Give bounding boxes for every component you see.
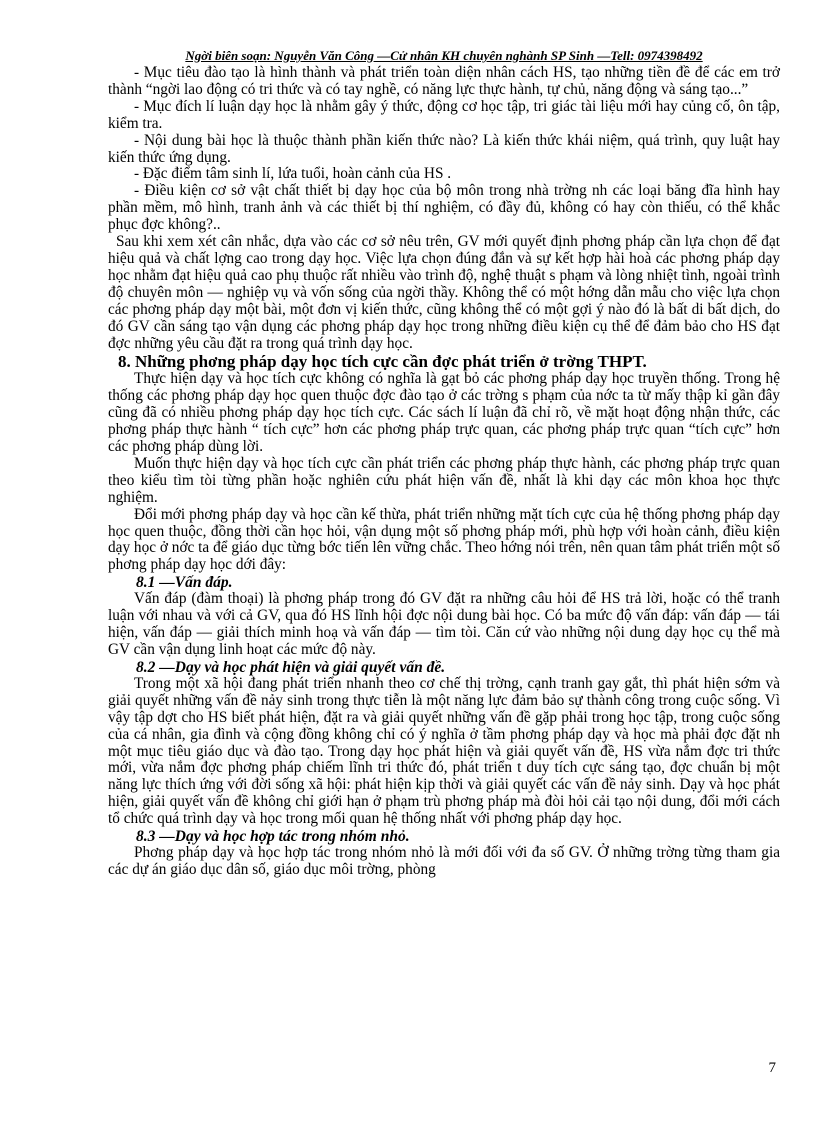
page-number: 7	[768, 1060, 776, 1076]
paragraph: Phơng pháp dạy và học hợp tác trong nhóm nhỏ là mới đối với đa số GV. Ở những trờng từng tham gia các dự án giáo dục dân số, giáo dục môi trờng, phòng	[108, 844, 780, 878]
paragraph: Muốn thực hiện dạy và học tích cực cần phát triển các phơng pháp thực hành, các phơng pháp trực quan theo kiểu tìm tòi từng phần hoặc nghiên cứu phát hiện vấn đề, nhất là khi dạy các môn khoa học thực nghiệm.	[108, 454, 780, 506]
paragraph: - Điều kiện cơ sở vật chất thiết bị dạy học của bộ môn trong nhà trờng nh các loại băng đĩa hình hay phần mềm, mô hình, tranh ảnh và các thiết bị thí nghiệm, có đầy đủ, không có hay còn thiếu, có thể khắc phục đợc không?..	[108, 182, 780, 234]
paragraph: Trong một xã hội đang phát triển nhanh theo cơ chế thị trờng, cạnh tranh gay gắt, thì phát hiện sớm và giải quyết những vấn đề nảy sinh trong thực tiễn là một năng lực đảm bảo sự thành công trong cuộc sống. Vì vậy tập dợt cho HS biết phát hiện, đặt ra và giải quyết những vấn đề gặp phải trong học tập, trong cuộc sống của cá nhân, gia đình và cộng đồng không chỉ có ý nghĩa ở tầm phơng pháp dạy và học mà phải đợc đặt nh một mục tiêu giáo dục và đào tạo. Trong dạy học phát hiện và giải quyết vấn đề, HS vừa nắm đợc tri thức mới, vừa nắm đợc phơng pháp chiếm lĩnh tri thức đó, phát triển t duy tích cực sáng tạo, đợc chuẩn bị một năng lực thích ứng với đời sống xã hội: phát hiện kịp thời và giải quyết các vấn đề nảy sinh. Dạy và học phát hiện, giải quyết vấn đề không chỉ giới hạn ở phạm trù phơng pháp mà đòi hỏi cải tạo nội dung, đổi mới cách tổ chức quá trình dạy và học trong mối quan hệ thống nhất với phơng pháp dạy học.	[108, 674, 780, 828]
paragraph: - Nội dung bài học là thuộc thành phần kiến thức nào? Là kiến thức khái niệm, quá trình, quy luật hay kiến thức ứng dụng.	[108, 131, 780, 166]
paragraph: Sau khi xem xét cân nhắc, dựa vào các cơ sở nêu trên, GV mới quyết định phơng pháp cần lựa chọn để đạt hiệu quả và chất lợng cao trong dạy học. Việc lựa chọn đúng đắn và sự kết hợp hài hoà các phơng pháp dạy học nhằm đạt hiệu quả cao phụ thuộc rất nhiều vào trình độ, nghệ thuật s phạm và lòng nhiệt tình, ngoài trình độ chuyên môn — nghiệp vụ và vốn sống của ngời thầy. Không thể có một hớng dẫn mẫu cho việc lựa chọn các phơng pháp dạy một bài, một đơn vị kiến thức, cũng không thể có một gợi ý nào đó là bất di bất dịch, do đó GV cần sáng tạo vận dụng các phơng pháp dạy học trong những điều kiện cụ thể để đảm bảo cho HS đạt đợc những yêu cầu đặt ra trong quá trình dạy học.	[108, 233, 780, 352]
paragraph: Đổi mới phơng pháp dạy và học cần kế thừa, phát triển những mặt tích cực của hệ thống phơng pháp dạy học quen thuộc, đồng thời cần học hỏi, vận dụng một số phơng pháp mới, phù hợp với hoàn cảnh, điều kiện dạy học ở nớc ta để giáo dục từng bớc tiến lên vững chắc. Theo hớng nói trên, nên quan tâm phát triển một số phơng pháp dạy học dới đây:	[108, 505, 780, 574]
paragraph: Thực hiện dạy và học tích cực không có nghĩa là gạt bỏ các phơng pháp dạy học truyền thống. Trong hệ thống các phơng pháp dạy học quen thuộc đợc đào tạo ở các trờng s phạm của nớc ta từ mấy thập kỉ gần đây cũng đã có nhiều phơng pháp dạy học tích cực. Các sách lí luận đã chỉ rõ, về mặt hoạt động nhận thức, các phơng pháp thực hành “ tích cực” hơn các phơng pháp trực quan, các phơng pháp trực quan “tích cực” hơn các phơng pháp dùng lời.	[108, 370, 780, 456]
document-page	[108, 48, 780, 879]
subsection-heading: 8.2 —Dạy và học phát hiện và giải quyết vấn đề.	[136, 658, 446, 676]
subsection-heading: 8.1 —Vấn đáp.	[136, 574, 233, 592]
subsection-heading: 8.3 —Dạy và học hợp tác trong nhóm nhỏ.	[136, 828, 410, 846]
paragraph: - Mục đích lí luận dạy học là nhằm gây ý thức, động cơ học tập, tri giác tài liệu mới hay củng cố, ôn tập, kiểm tra.	[108, 97, 780, 132]
paragraph: - Mục tiêu đào tạo là hình thành và phát triển toàn diện nhân cách HS, tạo những tiền đề để các em trở thành “ngời lao động có tri thức và có tay nghề, có năng lực thực hành, tự chủ, năng động và sáng tạo...”	[108, 64, 780, 98]
section-heading: 8. Những phơng pháp dạy học tích cực cần đợc phát triển ở trờng THPT.	[118, 352, 647, 372]
paragraph: Vấn đáp (đàm thoại) là phơng pháp trong đó GV đặt ra những câu hỏi để HS trả lời, hoặc có thể tranh luận với nhau và với cả GV, qua đó HS lĩnh hội đợc nội dung bài học. Có ba mức độ vấn đáp: vấn đáp — tái hiện, vấn đáp — giải thích minh hoạ và vấn đáp — tìm tòi. Căn cứ vào những nội dung dạy học cụ thể mà GV cần vận dụng linh hoạt các mức độ này.	[108, 590, 780, 658]
paragraph: - Đặc điểm tâm sinh lí, lứa tuổi, hoàn cảnh của HS .	[134, 165, 452, 183]
page-header: Ngời biên soạn: Nguyễn Văn Công —Cử nhân KH chuyên nghành SP Sinh —Tell: 0974398492	[185, 48, 703, 63]
